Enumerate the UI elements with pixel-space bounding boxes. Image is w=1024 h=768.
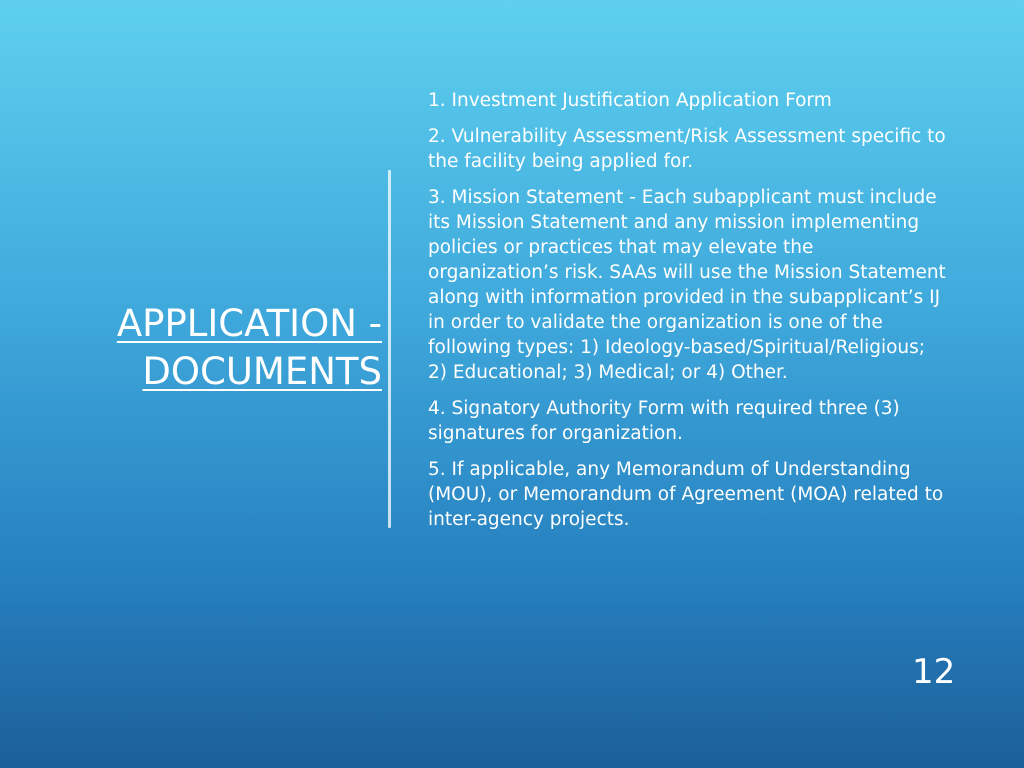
title-line-2: DOCUMENTS — [142, 350, 382, 393]
page-number: 12 — [912, 652, 956, 692]
list-item: 5. If applicable, any Memorandum of Understanding (MOU), or Memorandum of Agreement (MOA) related to inter-agency projects. — [428, 459, 944, 530]
document-list — [428, 88, 948, 543]
vertical-divider — [388, 170, 391, 528]
slide-title — [42, 300, 382, 396]
list-item: 3. Mission Statement - Each subapplicant must include its Mission Statement and any mission implementing policies or practices that may elevate the organization’s risk. SAAs will use the Mission Statement along with information provided in the subapplicant’s IJ in order to validate the organization is one of the following types: 1) Ideology-based/Spiritual/Religious; 2) Educational; 3) Medical; or 4) Other. — [428, 187, 946, 383]
title-line-1: APPLICATION - — [116, 302, 382, 345]
list-item: 4. Signatory Authority Form with required three (3) signatures for organization. — [428, 398, 900, 444]
list-item: 1. Investment Justification Application Form — [428, 90, 832, 111]
list-item: 2. Vulnerability Assessment/Risk Assessment specific to the facility being applied for. — [428, 126, 946, 172]
